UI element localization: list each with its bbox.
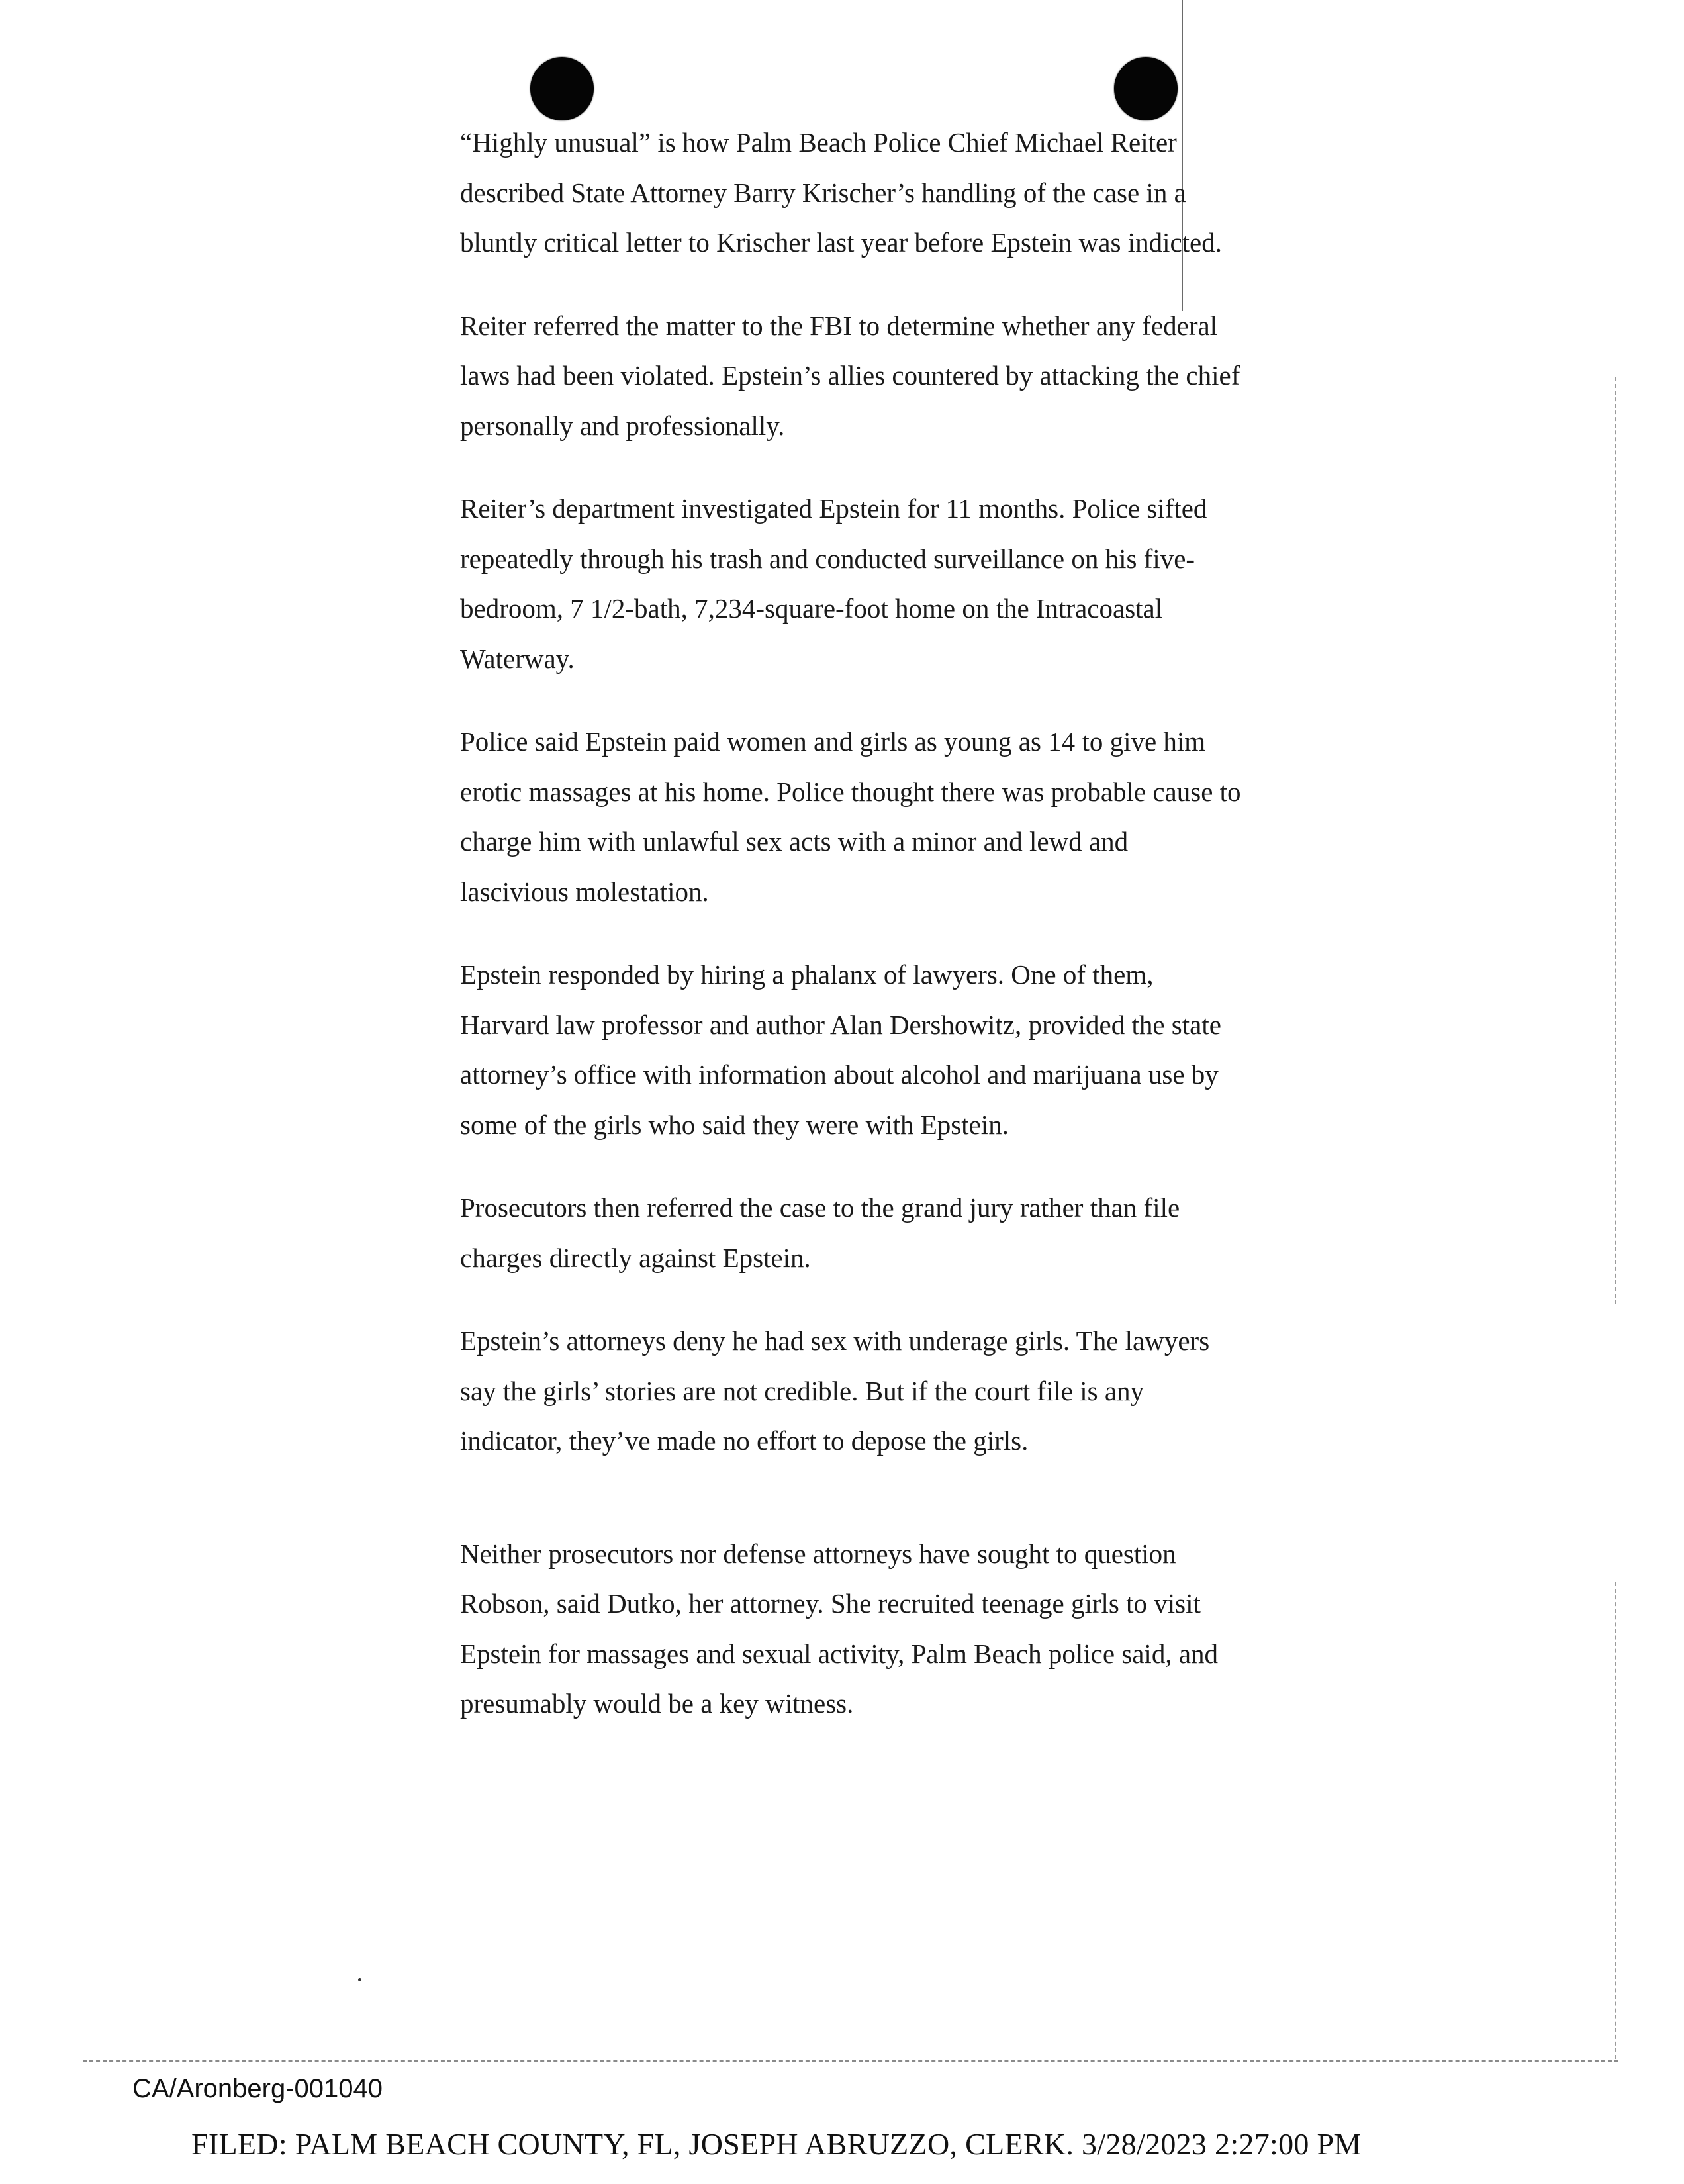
paragraph-3: Reiter’s department investigated Epstein for 11 months. Police sifted repeatedly through his trash and conducted surveillance on his five-bedroom, 7 1/2-bath, 7,234-square-foot home on the Intracoastal Waterway.	[460, 493, 1207, 674]
filed-stamp: FILED: PALM BEACH COUNTY, FL, JOSEPH ABRUZZO, CLERK. 3/28/2023 2:27:00 PM	[191, 2127, 1362, 2161]
article-body	[460, 118, 1241, 1762]
paragraph-6: Prosecutors then referred the case to the grand jury rather than file charges directly against Epstein.	[460, 1192, 1180, 1273]
paragraph-7: Epstein’s attorneys deny he had sex with underage girls. The lawyers say the girls’ stories are not credible. But if the court file is any indicator, they’ve made no effort to depose the girls.	[460, 1325, 1210, 1456]
paragraph-8: Neither prosecutors nor defense attorneys have sought to question Robson, said Dutko, her attorney. She recruited teenage girls to visit Epstein for massages and sexual activity, Palm Beach police said, and presumably would be a key witness.	[460, 1538, 1219, 1719]
scan-artifact-dot	[358, 1978, 361, 1981]
scan-edge-line-right-upper	[1615, 377, 1616, 1304]
scan-edge-line-right-lower	[1615, 1582, 1616, 2059]
paragraph-1: “Highly unusual” is how Palm Beach Police Chief Michael Reiter described State Attorney Barry Krischer’s handling of the case in a bluntly critical letter to Krischer last year before Epstein was indicted.	[460, 127, 1223, 258]
paragraph-4: Police said Epstein paid women and girls as young as 14 to give him erotic massages at his home. Police thought there was probable cause to charge him with unlawful sex acts with a minor and lewd and lascivious molestation.	[460, 726, 1241, 907]
punch-hole-left	[530, 57, 594, 120]
bates-number: CA/Aronberg-001040	[132, 2074, 383, 2103]
footer-divider	[83, 2060, 1618, 2062]
paragraph-5: Epstein responded by hiring a phalanx of lawyers. One of them, Harvard law professor and author Alan Dershowitz, provided the state attorney’s office with information about alcohol and marijuana use by some of the girls who said they were with Epstein.	[460, 959, 1221, 1140]
paragraph-2: Reiter referred the matter to the FBI to determine whether any federal laws had been violated. Epstein’s allies countered by attacking the chief personally and professionally.	[460, 310, 1240, 441]
punch-hole-right	[1114, 57, 1178, 120]
